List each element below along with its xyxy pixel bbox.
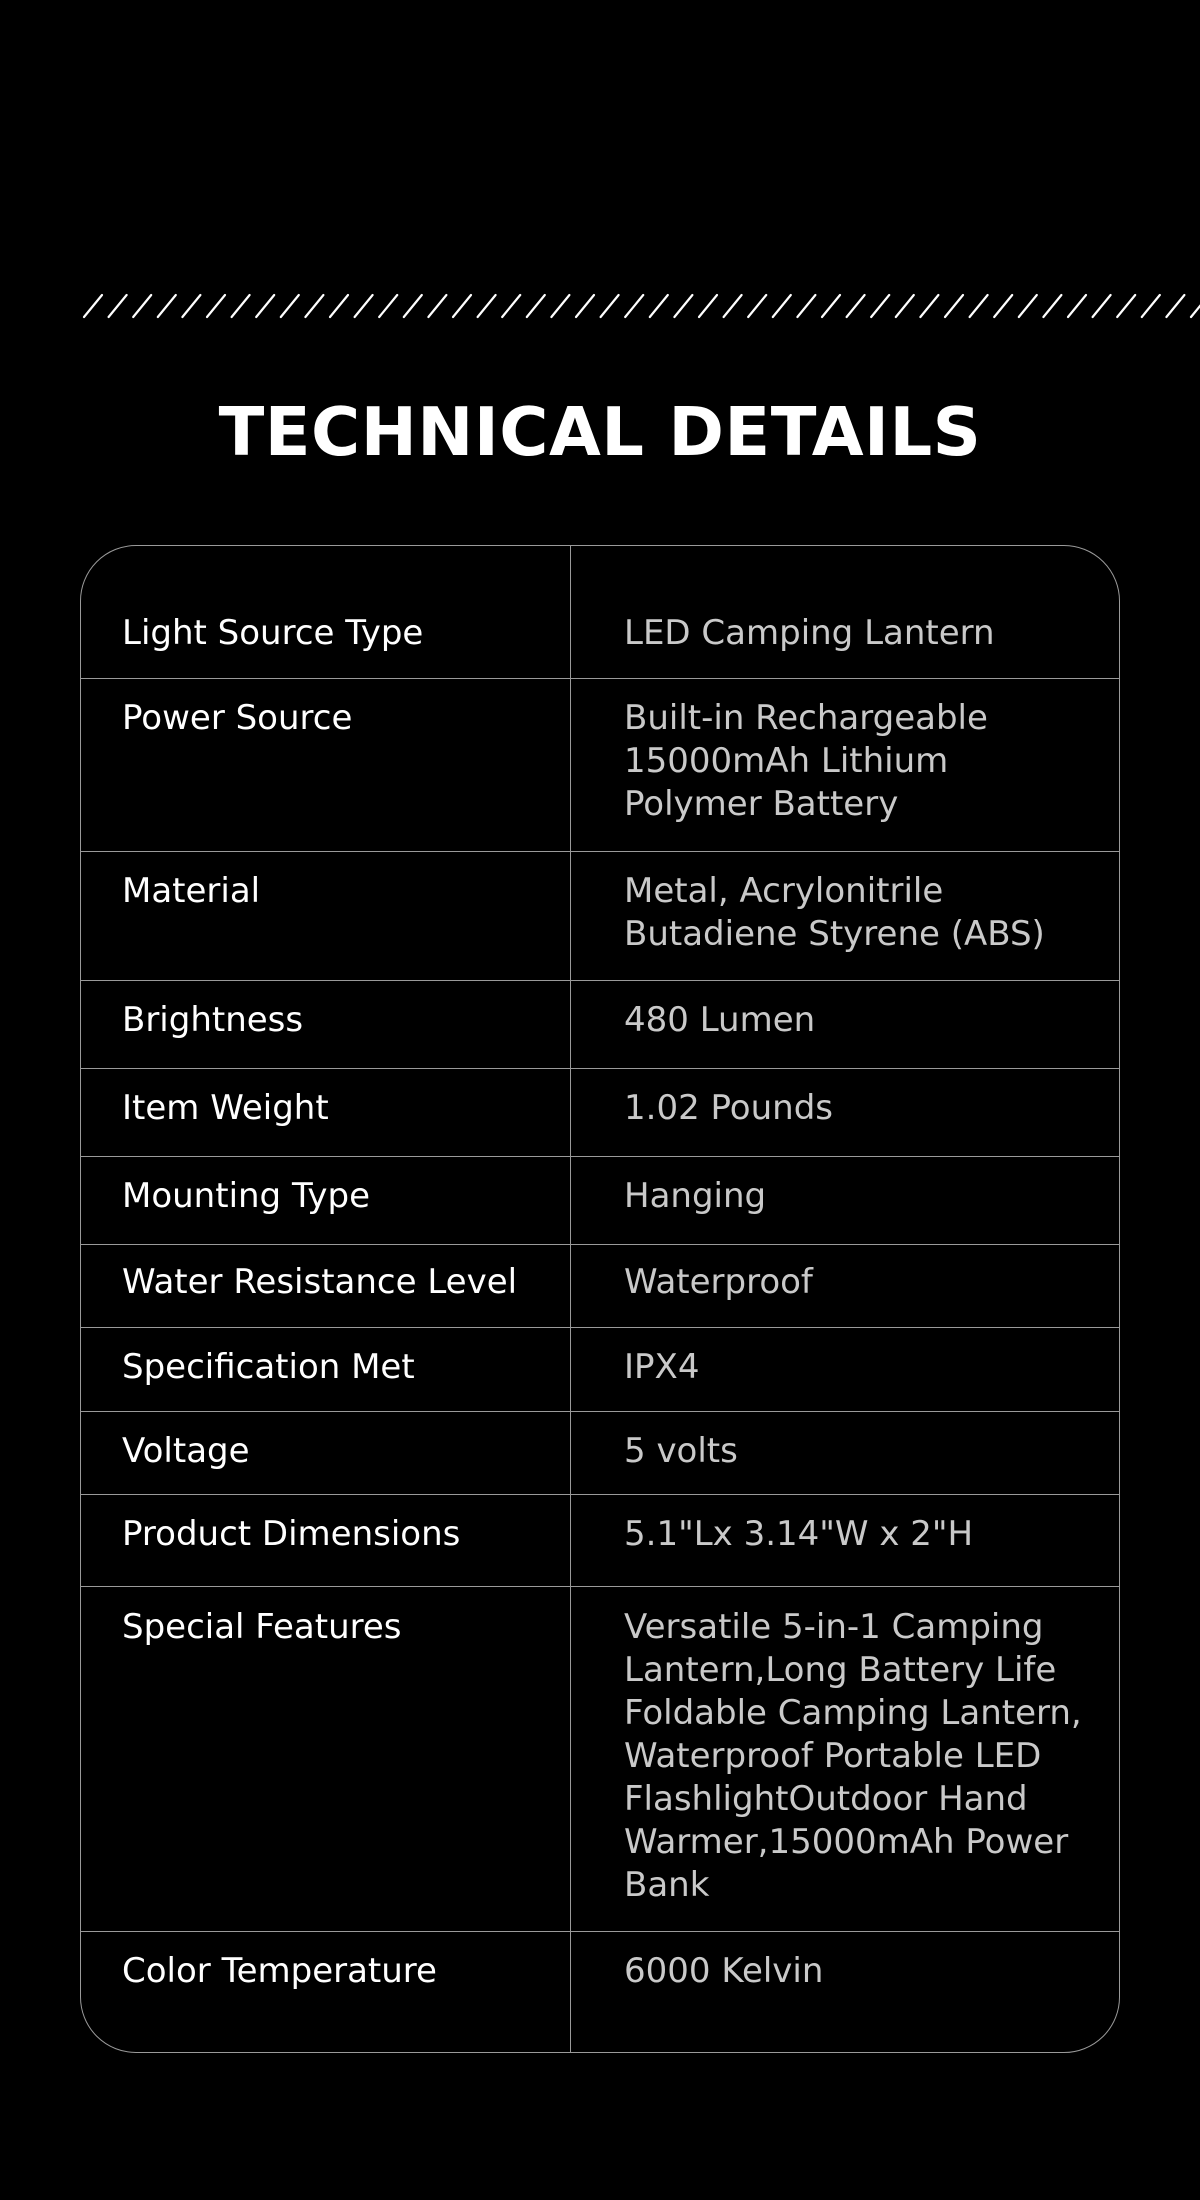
page-title: TECHNICAL DETAILS: [218, 393, 982, 471]
spec-value: 1.02 Pounds: [624, 1088, 833, 1128]
slash-mark: [158, 295, 176, 317]
spec-label: Brightness: [122, 1000, 304, 1040]
slash-mark: [182, 295, 200, 317]
slash-mark: [1093, 295, 1111, 317]
technical-details-table: [80, 545, 1120, 2053]
slash-mark: [1191, 295, 1200, 317]
spec-label: Product Dimensions: [122, 1514, 461, 1554]
slash-mark: [527, 295, 545, 317]
slash-mark: [379, 295, 397, 317]
slash-mark: [576, 295, 594, 317]
spec-row-special-features: [81, 1587, 1119, 1932]
spec-row-brightness: [81, 981, 1119, 1069]
slash-mark: [748, 295, 766, 317]
spec-value: Metal, Acrylonitrile Butadiene Styrene (ABS): [624, 871, 1045, 954]
slash-mark: [1043, 295, 1061, 317]
spec-row-light-source-type: [81, 546, 1119, 679]
slash-pattern-icon: [80, 292, 1200, 322]
slash-mark: [551, 295, 569, 317]
slash-mark: [650, 295, 668, 317]
spec-row-specification-met: [81, 1328, 1119, 1412]
slash-mark: [109, 295, 127, 317]
slash-mark: [674, 295, 692, 317]
slash-mark: [970, 295, 988, 317]
slash-mark: [994, 295, 1012, 317]
slash-mark: [920, 295, 938, 317]
slash-mark: [871, 295, 889, 317]
slash-mark: [1166, 295, 1184, 317]
spec-row-voltage: [81, 1412, 1119, 1495]
spec-label: Power Source: [122, 698, 353, 738]
slash-mark: [305, 295, 323, 317]
spec-label: Voltage: [122, 1431, 250, 1471]
spec-value: Built-in Rechargeable 15000mAh Lithium Polymer Battery: [624, 698, 988, 824]
spec-value: 6000 Kelvin: [624, 1951, 824, 1991]
spec-value: 480 Lumen: [624, 1000, 816, 1040]
spec-row-power-source: [81, 679, 1119, 852]
spec-label: Color Temperature: [122, 1951, 437, 1991]
spec-value: IPX4: [624, 1347, 700, 1387]
spec-value: Versatile 5-in-1 Camping Lantern,Long Battery Life Foldable Camping Lantern, Waterproof Portable LED FlashlightOutdoor Hand Warmer,15000mAh Power Bank: [624, 1607, 1082, 1905]
slash-mark: [502, 295, 520, 317]
decorative-slash-band: [80, 292, 1200, 322]
slash-mark: [699, 295, 717, 317]
spec-label: Material: [122, 871, 261, 911]
slash-mark: [1117, 295, 1135, 317]
spec-label: Specification Met: [122, 1347, 415, 1387]
spec-label: Light Source Type: [122, 613, 424, 653]
spec-value: 5.1"Lx 3.14"W x 2"H: [624, 1514, 974, 1554]
slash-mark: [404, 295, 422, 317]
slash-mark: [133, 295, 151, 317]
slash-mark: [847, 295, 865, 317]
spec-label: Item Weight: [122, 1088, 329, 1128]
slash-mark: [478, 295, 496, 317]
slash-mark: [453, 295, 471, 317]
slash-mark: [281, 295, 299, 317]
spec-value: LED Camping Lantern: [624, 613, 995, 653]
slash-mark: [330, 295, 348, 317]
spec-value: Hanging: [624, 1176, 767, 1216]
slash-mark: [207, 295, 225, 317]
spec-row-water-resistance-level: [81, 1245, 1119, 1328]
slash-mark: [797, 295, 815, 317]
slash-mark: [1142, 295, 1160, 317]
slash-mark: [896, 295, 914, 317]
spec-label: Water Resistance Level: [122, 1262, 518, 1302]
slash-mark: [945, 295, 963, 317]
spec-value: 5 volts: [624, 1431, 738, 1471]
slash-mark: [724, 295, 742, 317]
slash-mark: [822, 295, 840, 317]
spec-value: Waterproof: [624, 1262, 813, 1302]
spec-row-item-weight: [81, 1069, 1119, 1157]
slash-mark: [773, 295, 791, 317]
spec-label: Special Features: [122, 1607, 402, 1647]
slash-mark: [601, 295, 619, 317]
slash-mark: [1068, 295, 1086, 317]
spec-row-color-temperature: [81, 1932, 1119, 2053]
spec-row-material: [81, 852, 1119, 981]
slash-mark: [256, 295, 274, 317]
slash-mark: [355, 295, 373, 317]
slash-mark: [428, 295, 446, 317]
slash-mark: [625, 295, 643, 317]
spec-row-product-dimensions: [81, 1495, 1119, 1587]
spec-label: Mounting Type: [122, 1176, 371, 1216]
slash-mark: [84, 295, 102, 317]
spec-row-mounting-type: [81, 1157, 1119, 1245]
slash-mark: [232, 295, 250, 317]
slash-mark: [1019, 295, 1037, 317]
